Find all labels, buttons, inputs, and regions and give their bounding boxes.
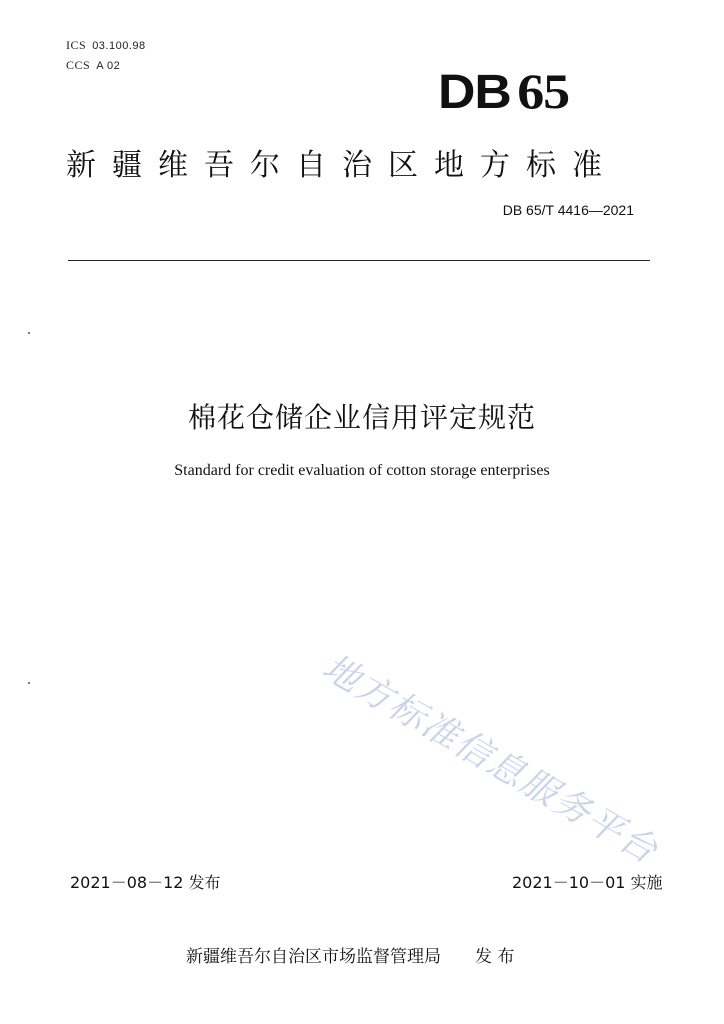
header-divider: [68, 260, 650, 261]
ics-value: 03.100.98: [92, 40, 146, 52]
ccs-value: A 02: [96, 60, 121, 72]
scan-speck: [28, 332, 30, 334]
logo-letters: DB: [438, 66, 511, 119]
watermark: 地方标准信息服务平台: [315, 646, 666, 873]
logo-number: 65: [517, 63, 570, 119]
implementation-date: 2021－10－01 实施: [512, 873, 663, 892]
ccs-label: CCS: [66, 58, 91, 72]
ics-label: ICS: [66, 38, 87, 52]
org-title: 新疆维吾尔自治区地方标准: [66, 148, 618, 183]
document-title-cn: 棉花仓储企业信用评定规范: [187, 401, 536, 434]
document-title-en: Standard for credit evaluation of cotton storage enterprises: [174, 462, 550, 479]
issue-date: 2021－08－12 发布: [70, 873, 221, 892]
scan-speck: [28, 682, 30, 684]
standard-number: DB 65/T 4416—2021: [502, 202, 634, 218]
ics-code: [66, 38, 146, 53]
db-logo: [438, 62, 569, 120]
issuing-authority: 新疆维吾尔自治区市场监督管理局 发 布: [186, 947, 515, 967]
ccs-code: [66, 58, 120, 73]
